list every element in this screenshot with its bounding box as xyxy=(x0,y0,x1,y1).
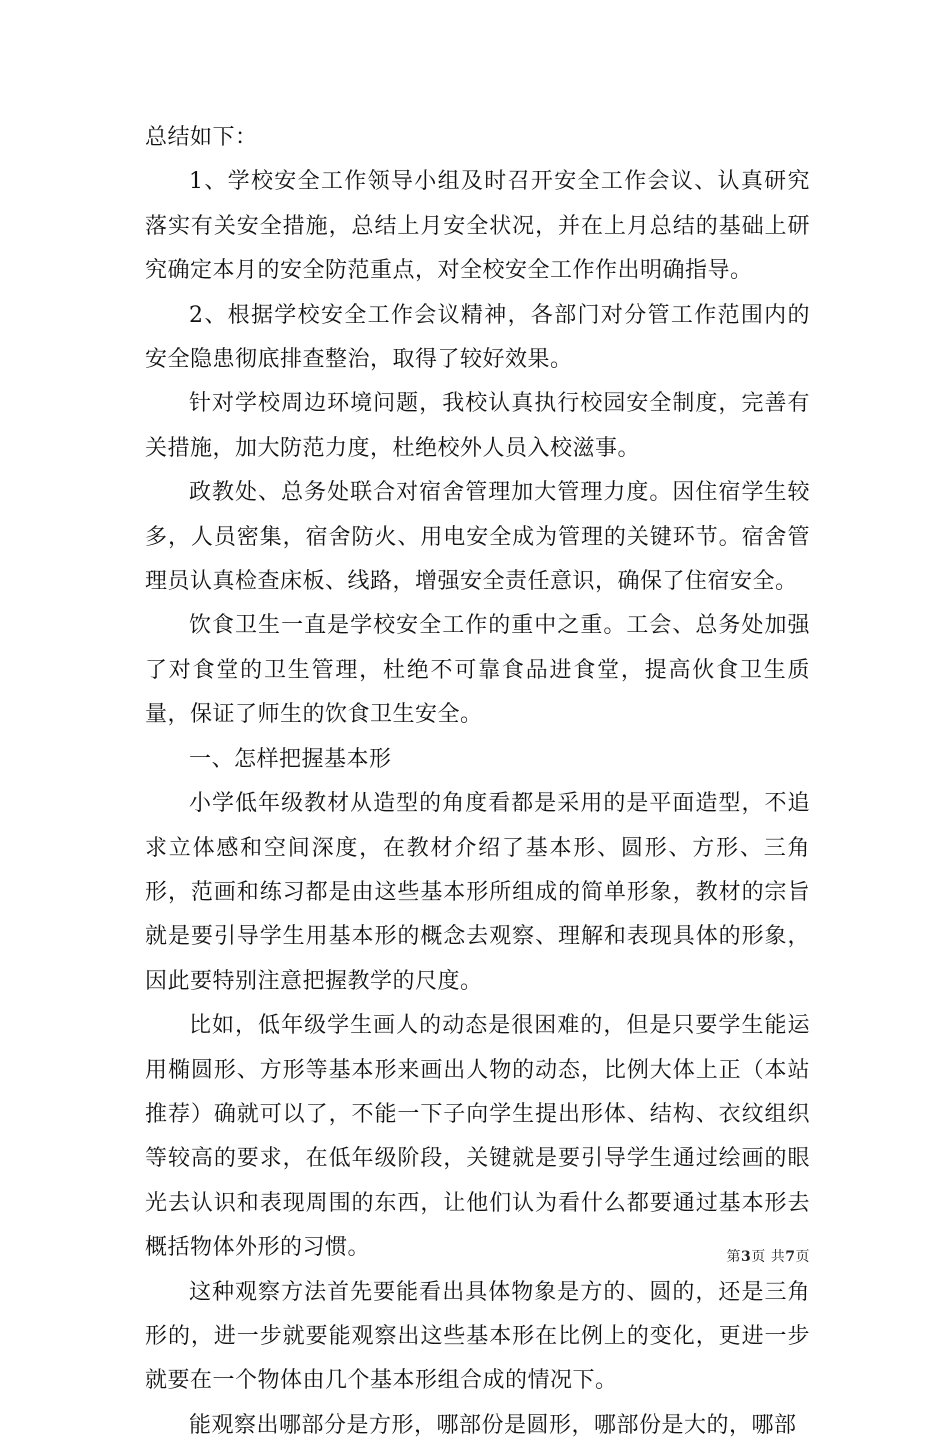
paragraph-dormitory: 政教处、总务处联合对宿舍管理加大管理力度。因住宿学生较多，人员密集，宿舍防火、用电安全成为管理的关键环节。宿舍管理员认真检查床板、线路，增强安全责任意识，确保了住宿安全。 xyxy=(145,480,810,595)
paragraph-textbook: 小学低年级教材从造型的角度看都是采用的是平面造型，不追求立体感和空间深度，在教材介绍了基本形、圆形、方形、三角形，范画和练习都是由这些基本形所组成的简单形象，教材的宗旨就是要引导学生用基本形的概念去观察、理解和表现具体的形象，因此要特别注意把握教学的尺度。 xyxy=(145,791,810,994)
footer-total-pages: 7 xyxy=(785,1249,796,1265)
paragraph-summary-intro: 总结如下： xyxy=(145,125,258,150)
footer-suffix: 页 xyxy=(795,1249,810,1265)
paragraph-food-safety: 饮食卫生一直是学校安全工作的重中之重。工会、总务处加强了对食堂的卫生管理，杜绝不可靠食品进食堂，提高伙食卫生质量，保证了师生的饮食卫生安全。 xyxy=(145,613,810,728)
paragraph-example: 比如，低年级学生画人的动态是很困难的，但是只要学生能运用椭圆形、方形等基本形来画出人物的动态，比例大体上正（本站推荐）确就可以了，不能一下子向学生提出形体、结构、衣纹组织等较高的要求，在低年级阶段，关键就是要引导学生通过绘画的眼光去认识和表现周围的东西，让他们认为看什么都要通过基本形去概括物体外形的习惯。 xyxy=(145,1013,810,1261)
paragraph-observation: 这种观察方法首先要能看出具体物象是方的、圆的，还是三角形的，进一步就要能观察出这些基本形在比例上的变化，更进一步就要在一个物体由几个基本形组合成的情况下。 xyxy=(145,1279,810,1394)
paragraph-continuation: 能观察出哪部分是方形，哪部份是圆形，哪部份是大的，哪部 xyxy=(189,1412,797,1438)
paragraph-item-2: 2、根据学校安全工作会议精神，各部门对分管工作范围内的安全隐患彻底排查整治，取得了较好效果。 xyxy=(145,302,810,373)
footer-prefix: 第 xyxy=(726,1249,742,1265)
page-number-footer xyxy=(727,1246,810,1266)
paragraph-item-1: 1、学校安全工作领导小组及时召开安全工作会议、认真研究落实有关安全措施，总结上月安全状况，并在上月总结的基础上研究确定本月的安全防范重点，对全校安全工作作出明确指导。 xyxy=(145,169,810,284)
footer-current-page: 3 xyxy=(741,1249,752,1265)
footer-middle: 页 共 xyxy=(751,1249,786,1265)
paragraph-environment: 针对学校周边环境问题，我校认真执行校园安全制度，完善有关措施，加大防范力度，杜绝校外人员入校滋事。 xyxy=(145,391,810,461)
document-body xyxy=(145,116,810,1448)
section-heading-basic-shapes: 一、怎样把握基本形 xyxy=(189,746,392,772)
